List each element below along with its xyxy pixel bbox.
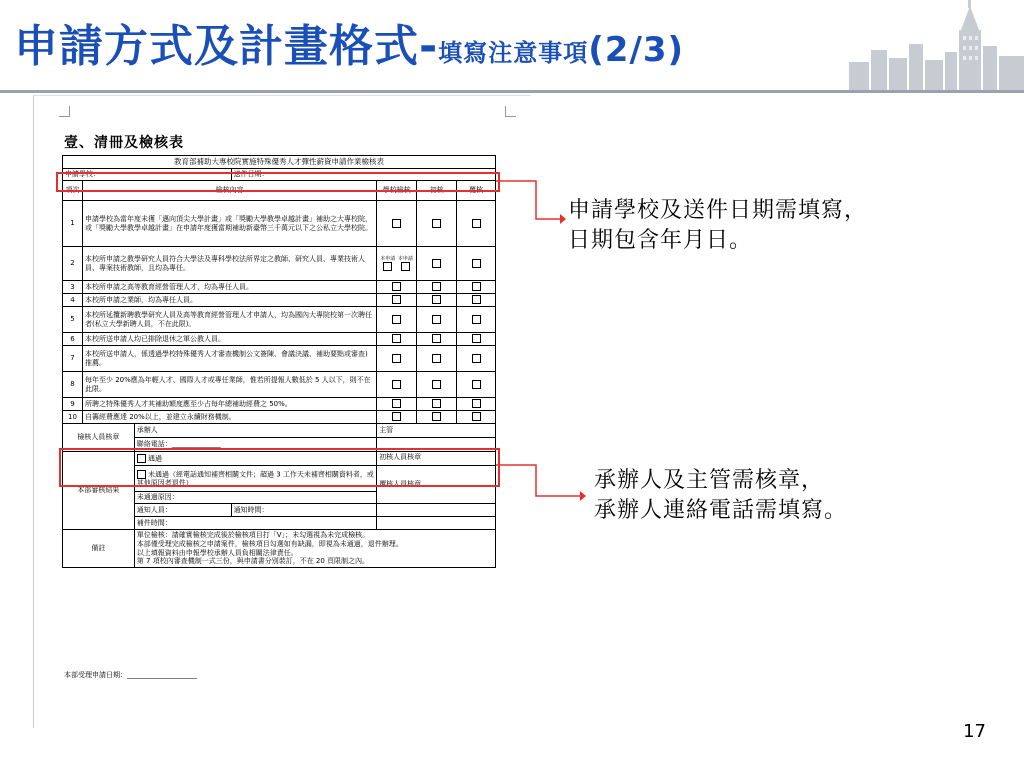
fail-reason-label: 未通過原因： — [134, 492, 376, 504]
item-no: 7 — [63, 346, 83, 372]
item-no: 1 — [63, 201, 83, 247]
school-checkbox[interactable] — [392, 334, 401, 343]
receipt-date-label: 本部受理申請日期： — [64, 671, 127, 679]
checklist-table — [62, 155, 496, 568]
document-heading: 壹、清冊及檢核表 — [64, 135, 184, 151]
item-no: 8 — [63, 372, 83, 398]
note-school-date — [568, 196, 867, 256]
header-no: 項次 — [63, 181, 83, 201]
item-text: 本校所申請之高等教育經營管理人才，均為專任人員。 — [82, 281, 376, 294]
first-review-checkbox[interactable] — [432, 334, 441, 343]
slide-title-sub: 填寫注意事項 — [438, 39, 589, 67]
slide-title — [14, 10, 684, 74]
second-review-checkbox[interactable] — [472, 295, 481, 304]
supervisor-field — [377, 424, 496, 438]
note-signature — [594, 466, 847, 526]
page-number: 17 — [963, 721, 986, 742]
slide-title-main: 申請方式及計畫格式- — [14, 21, 439, 72]
header-second-review: 覆核 — [457, 181, 496, 201]
highlight-school-date-row — [56, 172, 500, 192]
signature-label: 檢核人員核章 — [63, 424, 135, 452]
item-no: 6 — [63, 333, 83, 346]
note-line: 日期包含年月日。 — [568, 228, 753, 253]
receipt-date-field: 本部受理申請日期：____________________ — [64, 671, 197, 679]
remark-line: 單位檢核：請確實檢核完成後於檢核項目打「V」；未勾選視為未完成檢核。 — [136, 531, 370, 539]
school-checkbox[interactable] — [392, 399, 401, 408]
item-text: 申請學校為當年度未獲「邁向頂尖大學計畫」或「獎勵大學教學卓越計畫」補助之大專校院，或「獎勵大學教學卓越計畫」在申請年度獲當期補助新臺幣三千萬元以下之公私立大學校院。 — [82, 201, 376, 247]
school-label: 申請學校： — [65, 170, 100, 179]
phone-field: 聯絡電話：______________ — [134, 438, 376, 452]
table-row — [63, 398, 496, 411]
table-row — [63, 294, 496, 307]
title-divider — [0, 90, 1024, 93]
school-checkbox[interactable] — [383, 262, 392, 271]
sub-check-labels: 本申請 本申請 — [380, 255, 413, 262]
second-review-checkbox[interactable] — [472, 412, 481, 421]
slide-title-number: (2/3) — [588, 30, 685, 70]
note-line: 承辦人連絡電話需填寫。 — [594, 498, 848, 523]
item-no: 10 — [63, 411, 83, 424]
first-review-checkbox[interactable] — [432, 295, 441, 304]
school-checkbox[interactable] — [392, 282, 401, 291]
school-checkbox[interactable] — [392, 412, 401, 421]
table-row — [63, 346, 496, 372]
second-review-checkbox[interactable] — [472, 380, 481, 389]
school-checkbox[interactable] — [392, 295, 401, 304]
first-review-checkbox[interactable] — [432, 380, 441, 389]
first-review-checkbox[interactable] — [432, 282, 441, 291]
review-result-label: 本部審核結果 — [63, 452, 135, 530]
table-row — [63, 333, 496, 346]
notify-time-label: 通知時間： — [231, 504, 377, 517]
second-review-checkbox[interactable] — [472, 219, 481, 228]
item-no: 5 — [63, 307, 83, 333]
header-school-check: 學校檢核 — [377, 181, 417, 201]
item-text: 本校所送申請人均已排除退休之軍公教人員。 — [82, 333, 376, 346]
item-text: 本校所申請之業師，均為專任人員。 — [82, 294, 376, 307]
table-row — [63, 307, 496, 333]
second-review-checkbox[interactable] — [472, 334, 481, 343]
table-row — [63, 247, 496, 281]
first-review-checkbox[interactable] — [432, 219, 441, 228]
second-reviewer-label: 覆核人員核章 — [377, 466, 496, 504]
item-no: 9 — [63, 398, 83, 411]
phone-label: 聯絡電話： — [136, 440, 172, 449]
item-text: 本校所延攬新聘教學研究人員及高等教育經營管理人才申請人，均為國內大專院校第一次聘任者(私立大學新聘人員，不在此限)。 — [82, 307, 376, 333]
school-checkbox[interactable] — [392, 354, 401, 363]
item-no: 2 — [63, 247, 83, 281]
date-label: 送件日期： — [233, 170, 269, 179]
note-line: 申請學校及送件日期需填寫， — [568, 198, 868, 223]
item-no: 3 — [63, 281, 83, 294]
connector-arrow-2 — [496, 462, 586, 502]
highlight-signature-rows — [59, 448, 500, 487]
handler-field — [134, 424, 376, 438]
item-text: 所聘之特殊優秀人才其補助額度應至少占每年總補助經費之 50%。 — [82, 398, 376, 411]
city-skyline-graphic — [849, 0, 1024, 92]
crop-mark-top-right — [505, 106, 516, 117]
item-no: 4 — [63, 294, 83, 307]
table-row — [63, 411, 496, 424]
crop-mark-top-left — [59, 106, 70, 117]
remark-line: 本部僅受理完成檢核之申請案件，檢核項目勾選如有缺漏，即視為未通過，退件辦理。 — [136, 539, 403, 548]
second-review-checkbox[interactable] — [472, 399, 481, 408]
first-review-checkbox[interactable] — [432, 259, 441, 268]
item-text: 本校所申請之教學研究人員符合大學法及專科學校法所界定之教師、研究人員、專業技術人員、專案技術教師，且均為專任。 — [82, 247, 376, 281]
header-first-review: 初核 — [417, 181, 457, 201]
first-review-checkbox[interactable] — [432, 399, 441, 408]
remark-line: 第 7 項校內審查機制一式三份，與申請書分別裝訂，不在 20 頁限制之內。 — [136, 557, 370, 566]
first-review-checkbox[interactable] — [432, 354, 441, 363]
school-checkbox[interactable] — [392, 219, 401, 228]
fail-label: 未通過（經電話通知補齊相關文件；超過 3 工作天未補齊相關資料者，或其他原因者退件） — [136, 470, 374, 487]
supervisor-label: 主管 — [379, 426, 394, 435]
header-content: 檢核內容 — [82, 181, 376, 201]
remarks-content — [134, 530, 495, 568]
first-review-checkbox[interactable] — [432, 315, 441, 324]
table-row — [63, 201, 496, 247]
school-checkbox[interactable] — [392, 315, 401, 324]
table-row — [63, 281, 496, 294]
second-review-checkbox[interactable] — [472, 354, 481, 363]
second-review-checkbox[interactable] — [472, 259, 481, 268]
handler-label: 承辦人 — [136, 426, 158, 435]
item-text: 本校所送申請人，係透過學校特殊優秀人才審查機制公文簽陳、會議決議、補助要點或審查)推薦。 — [82, 346, 376, 372]
pass-label: 通過 — [148, 454, 163, 463]
remarks-label: 備註 — [63, 530, 135, 568]
connector-arrow-1 — [496, 178, 566, 228]
first-review-checkbox[interactable] — [432, 412, 441, 421]
remark-line: 以上填報資料由申報學校承辦人員負相關法律責任。 — [136, 548, 298, 557]
table-title: 教育部補助大專校院實施特殊優秀人才彈性薪資申請作業檢核表 — [63, 156, 496, 169]
item-text: 自籌經費應達 20%以上，並建立永續財務機制。 — [82, 411, 376, 424]
second-review-checkbox[interactable] — [472, 282, 481, 291]
note-line: 承辦人及主管需核章， — [594, 468, 825, 493]
table-row — [63, 372, 496, 398]
second-review-checkbox[interactable] — [472, 315, 481, 324]
notifier-label: 通知人員： — [134, 504, 231, 517]
school-checkbox[interactable] — [401, 262, 410, 271]
item-text: 每年至少 20%應為年輕人才、國際人才或專任業師，惟若所提報人數低於 5 人以下，則不在此限。 — [82, 372, 376, 398]
school-checkbox[interactable] — [392, 380, 401, 389]
first-reviewer-label: 初核人員核章 — [377, 452, 496, 466]
supplement-time-label: 補件時間： — [134, 517, 376, 530]
